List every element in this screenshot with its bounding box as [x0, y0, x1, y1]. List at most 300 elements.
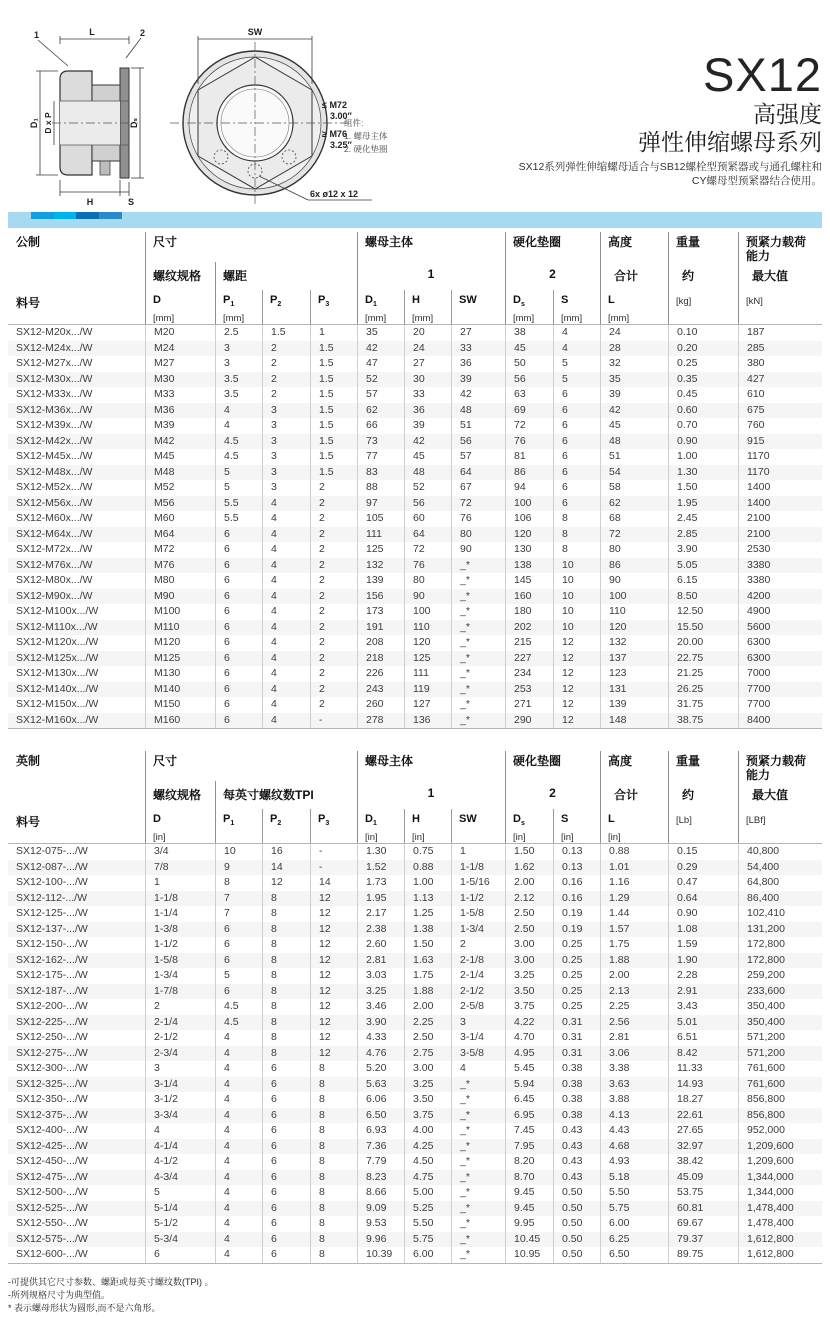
- component-legend: [344, 117, 387, 156]
- table-cell: 1.95: [668, 496, 738, 512]
- table-cell: _*: [451, 558, 505, 574]
- screw-note: 6x ø12 x 12: [310, 189, 359, 199]
- table-cell: 2: [310, 620, 357, 636]
- table-cell: 8.23: [357, 1170, 404, 1186]
- table-cell: _*: [451, 713, 505, 729]
- table-cell: _*: [451, 1123, 505, 1139]
- dim-SW-label: SW: [247, 27, 263, 37]
- group-nut-body: 螺母主体: [365, 754, 414, 768]
- col-Ds: $D_s$ [mm]: [513, 294, 535, 325]
- table-cell: 0.38: [553, 1108, 600, 1124]
- table-cell: _*: [451, 1185, 505, 1201]
- table-cell: 4-1/4: [145, 1139, 215, 1155]
- table-cell: 202: [505, 620, 553, 636]
- table-cell: 675: [738, 403, 822, 419]
- table-cell: 8: [215, 875, 262, 891]
- table-cell: 10.39: [357, 1247, 404, 1263]
- table-cell: M120: [145, 635, 215, 651]
- table-cell: 4-3/4: [145, 1170, 215, 1186]
- table-cell: SX12-075-.../W: [16, 845, 88, 857]
- table-cell: 4: [215, 1247, 262, 1263]
- table-cell: 16: [262, 844, 310, 860]
- table-cell: 3.88: [600, 1092, 668, 1108]
- table-cell: 3/4: [145, 844, 215, 860]
- footnote-line: * 表示螺母形状为圆形,而不是六角形。: [8, 1302, 161, 1313]
- table-cell: 1.75: [404, 968, 451, 984]
- table-cell: -: [310, 844, 357, 860]
- table-cell: 8: [310, 1201, 357, 1217]
- table-cell: 79.37: [668, 1232, 738, 1248]
- table-cell: 8: [310, 1123, 357, 1139]
- table-cell: 1-3/4: [451, 922, 505, 938]
- table-cell: M42: [145, 434, 215, 450]
- table-cell: 7/8: [145, 860, 215, 876]
- table-cell: 234: [505, 666, 553, 682]
- table-cell: 6: [215, 527, 262, 543]
- table-row: [8, 1030, 822, 1046]
- col-D: D [in]: [153, 813, 166, 844]
- table-cell: M60: [145, 511, 215, 527]
- table-cell: 8: [262, 1015, 310, 1031]
- table-cell: 2.60: [357, 937, 404, 953]
- table-cell: 0.64: [668, 891, 738, 907]
- table-cell: 3.75: [404, 1108, 451, 1124]
- table-cell: SX12-425-.../W: [16, 1139, 88, 1152]
- table-cell: 1,612,800: [738, 1232, 822, 1248]
- sub-thread-spec: 螺纹规格: [153, 269, 202, 283]
- table-cell: 35: [357, 325, 404, 341]
- table-cell: 5-1/4: [145, 1201, 215, 1217]
- table-cell: 5.94: [505, 1077, 553, 1093]
- table-cell: M27: [145, 356, 215, 372]
- table-cell: 24: [404, 341, 451, 357]
- table-cell: 1.57: [600, 922, 668, 938]
- table-cell: 290: [505, 713, 553, 729]
- table-cell: 2: [310, 697, 357, 713]
- table-cell: SX12-150-.../W: [16, 938, 88, 950]
- table-cell: 4: [215, 1201, 262, 1217]
- table-cell: 3.90: [668, 542, 738, 558]
- table-cell: 6.06: [357, 1092, 404, 1108]
- table-cell: 27.65: [668, 1123, 738, 1139]
- table-cell: 6: [215, 666, 262, 682]
- table-cell: 8.20: [505, 1154, 553, 1170]
- table-cell: SX12-M30x.../W: [16, 372, 93, 385]
- table-cell: 120: [600, 620, 668, 636]
- series-title: SX12: [703, 48, 822, 101]
- table-cell: 33: [404, 387, 451, 403]
- col-D1: $D_1$ [in]: [365, 813, 378, 844]
- table-cell: SX12-M45x.../W: [16, 450, 93, 462]
- table-cell: 6: [215, 651, 262, 667]
- table-cell: 86,400: [738, 891, 822, 907]
- table-cell: 52: [357, 372, 404, 388]
- table-cell: 6: [262, 1123, 310, 1139]
- table-cell: 2: [310, 527, 357, 543]
- table-row: [8, 906, 822, 922]
- table-cell: 48: [451, 403, 505, 419]
- table-cell: 5: [145, 1185, 215, 1201]
- table-cell: 0.38: [553, 1092, 600, 1108]
- table-cell: 0.25: [553, 984, 600, 1000]
- table-cell: 4: [262, 713, 310, 729]
- table-cell: 51: [600, 449, 668, 465]
- table-cell: 72: [404, 542, 451, 558]
- dim-L-label: L: [89, 27, 95, 37]
- table-cell: 1.08: [668, 922, 738, 938]
- table-row: [8, 999, 822, 1015]
- table-cell: 1-1/2: [145, 937, 215, 953]
- table-cell: 12: [310, 906, 357, 922]
- table-cell: 4: [262, 666, 310, 682]
- table-cell: 2: [145, 999, 215, 1015]
- table-cell: 1.01: [600, 860, 668, 876]
- table-cell: 2100: [738, 511, 822, 527]
- table-cell: SX12-175-.../W: [16, 969, 88, 981]
- table-cell: SX12-137-.../W: [16, 922, 88, 935]
- table-cell: SX12-M52x.../W: [16, 481, 93, 493]
- table-cell: 53.75: [668, 1185, 738, 1201]
- table-row: [8, 620, 822, 636]
- table-cell: 7.45: [505, 1123, 553, 1139]
- table-cell: SX12-M48x.../W: [16, 465, 93, 478]
- table-cell: 6: [262, 1092, 310, 1108]
- group-washer: 硬化垫圈: [513, 235, 562, 249]
- table-cell: 761,600: [738, 1077, 822, 1093]
- table-cell: _*: [451, 1216, 505, 1232]
- table-cell: 119: [404, 682, 451, 698]
- table-row: [8, 1154, 822, 1170]
- table-cell: 4: [215, 403, 262, 419]
- table-cell: 4: [145, 1123, 215, 1139]
- table-cell: 350,400: [738, 1015, 822, 1031]
- table-cell: 7.95: [505, 1139, 553, 1155]
- table-cell: 2.45: [668, 511, 738, 527]
- table-cell: 5-3/4: [145, 1232, 215, 1248]
- table-cell: 2-1/2: [145, 1030, 215, 1046]
- table-cell: 4: [262, 589, 310, 605]
- group-washer: 硬化垫圈: [513, 754, 562, 768]
- table-cell: 111: [357, 527, 404, 543]
- table-cell: 72: [505, 418, 553, 434]
- table-cell: 1.00: [404, 875, 451, 891]
- group-weight: 重量: [676, 754, 701, 768]
- table-cell: 6: [215, 542, 262, 558]
- table-cell: 3.03: [357, 968, 404, 984]
- table-cell: 0.90: [668, 906, 738, 922]
- table-cell: 0.25: [668, 356, 738, 372]
- table-cell: _*: [451, 1170, 505, 1186]
- table-cell: 1: [451, 844, 505, 860]
- table-cell: 5: [553, 372, 600, 388]
- table-cell: 9: [215, 860, 262, 876]
- table-cell: 125: [357, 542, 404, 558]
- table-cell: 111: [404, 666, 451, 682]
- table-cell: 39: [451, 372, 505, 388]
- legend-title: 组件:: [344, 118, 364, 128]
- table-cell: 131: [600, 682, 668, 698]
- table-cell: 3.25: [357, 984, 404, 1000]
- table-cell: 28: [600, 341, 668, 357]
- table-cell: 3: [215, 356, 262, 372]
- table-cell: 1.73: [357, 875, 404, 891]
- table-cell: 90: [600, 573, 668, 589]
- table-cell: M52: [145, 480, 215, 496]
- table-cell: 47: [357, 356, 404, 372]
- table-cell: M76: [145, 558, 215, 574]
- table-cell: 83: [357, 465, 404, 481]
- table-cell: 0.60: [668, 403, 738, 419]
- table-cell: SX12-M160x.../W: [16, 713, 99, 726]
- table-cell: SX12-600-.../W: [16, 1248, 88, 1260]
- group-preload: 预紧力载荷 能力: [746, 754, 807, 782]
- table-cell: 21.25: [668, 666, 738, 682]
- table-row: [8, 542, 822, 558]
- table-cell: 1.59: [668, 937, 738, 953]
- table-cell: M72: [145, 542, 215, 558]
- table-cell: 2: [310, 558, 357, 574]
- table-cell: 2.00: [505, 875, 553, 891]
- table-cell: _*: [451, 604, 505, 620]
- group-size: 尺寸: [153, 235, 178, 249]
- table-cell: 2.50: [505, 922, 553, 938]
- table-cell: 2: [310, 682, 357, 698]
- table-cell: 56: [404, 496, 451, 512]
- table-row: [8, 666, 822, 682]
- table-cell: 8: [262, 906, 310, 922]
- table-cell: 1-5/16: [451, 875, 505, 891]
- table-cell: 106: [505, 511, 553, 527]
- table-cell: 0.38: [553, 1077, 600, 1093]
- table-cell: M160: [145, 713, 215, 729]
- table-cell: 1.13: [404, 891, 451, 907]
- table-cell: 11.33: [668, 1061, 738, 1077]
- table-cell: 1.62: [505, 860, 553, 876]
- table-cell: 100: [505, 496, 553, 512]
- table-cell: 10: [553, 589, 600, 605]
- table-cell: 0.47: [668, 875, 738, 891]
- col-H: H [in]: [412, 813, 425, 844]
- table-cell: 8: [262, 922, 310, 938]
- table-cell: 0.88: [404, 860, 451, 876]
- table-cell: M90: [145, 589, 215, 605]
- table-cell: 2: [310, 542, 357, 558]
- table-cell: 6: [262, 1247, 310, 1263]
- table-cell: 6.45: [505, 1092, 553, 1108]
- table-cell: 36: [404, 403, 451, 419]
- table-row: [8, 1232, 822, 1248]
- table-cell: 4: [553, 325, 600, 341]
- table-cell: 0.29: [668, 860, 738, 876]
- dim-D1-label: D₁: [29, 117, 39, 129]
- table-cell: 4: [262, 635, 310, 651]
- title-block: [519, 50, 822, 188]
- table-cell: 10: [553, 573, 600, 589]
- table-cell: 60.81: [668, 1201, 738, 1217]
- table-cell: _*: [451, 1154, 505, 1170]
- table-cell: 6: [215, 953, 262, 969]
- table-row: [8, 635, 822, 651]
- table-cell: 6.00: [404, 1247, 451, 1263]
- table-cell: 1-5/8: [451, 906, 505, 922]
- table-cell: 8: [262, 891, 310, 907]
- table-cell: 8.70: [505, 1170, 553, 1186]
- table-cell: 0.50: [553, 1232, 600, 1248]
- sub-thread-spec: 螺纹规格: [153, 788, 202, 802]
- table-cell: SX12-M36x.../W: [16, 403, 93, 416]
- table-cell: 8: [310, 1216, 357, 1232]
- region-label: 公制: [16, 235, 41, 249]
- table-cell: 73: [357, 434, 404, 450]
- table-cell: 243: [357, 682, 404, 698]
- table-cell: 4200: [738, 589, 822, 605]
- table-cell: 35: [600, 372, 668, 388]
- table-cell: 8: [262, 999, 310, 1015]
- col-kg: [kg]: [676, 296, 692, 307]
- table-cell: 110: [404, 620, 451, 636]
- table-row: [8, 875, 822, 891]
- table-cell: 6: [145, 1247, 215, 1263]
- table-cell: 6: [215, 589, 262, 605]
- table-cell: 5.25: [404, 1201, 451, 1217]
- page-header: [0, 0, 830, 212]
- table-cell: 7700: [738, 682, 822, 698]
- table-cell: 12: [310, 1046, 357, 1062]
- table-cell: 80: [451, 527, 505, 543]
- table-cell: 3: [451, 1015, 505, 1031]
- table-cell: 12: [553, 697, 600, 713]
- table-cell: M33: [145, 387, 215, 403]
- table-cell: 172,800: [738, 953, 822, 969]
- table-cell: 4: [215, 1046, 262, 1062]
- table-cell: SX12-M56x.../W: [16, 496, 93, 509]
- table-cell: M39: [145, 418, 215, 434]
- table-cell: SX12-M64x.../W: [16, 527, 93, 540]
- table-cell: 39: [600, 387, 668, 403]
- table-cell: 125: [404, 651, 451, 667]
- table-cell: 0.31: [553, 1030, 600, 1046]
- table-row: [8, 356, 822, 372]
- table-cell: 1.50: [505, 844, 553, 860]
- sub-nut-ref: 1: [427, 267, 435, 281]
- table-cell: 77: [357, 449, 404, 465]
- table-cell: 3: [215, 341, 262, 357]
- table-row: [8, 449, 822, 465]
- table-cell: 27: [404, 356, 451, 372]
- table-cell: 260: [357, 697, 404, 713]
- table-cell: SX12-350-.../W: [16, 1093, 88, 1105]
- table-cell: 69: [505, 403, 553, 419]
- table-cell: 6: [553, 418, 600, 434]
- table-cell: 1.88: [600, 953, 668, 969]
- table-cell: 4: [262, 527, 310, 543]
- table-cell: 12: [553, 713, 600, 729]
- table-cell: 6: [215, 635, 262, 651]
- table-cell: SX12-M100x.../W: [16, 605, 99, 617]
- table-cell: M100: [145, 604, 215, 620]
- sub-max: 最大值: [752, 788, 789, 802]
- table-cell: M140: [145, 682, 215, 698]
- table-cell: 76: [451, 511, 505, 527]
- table-cell: 1: [310, 325, 357, 341]
- table-cell: 1.5: [262, 325, 310, 341]
- table-cell: M45: [145, 449, 215, 465]
- table-cell: 51: [451, 418, 505, 434]
- table-cell: 6.50: [357, 1108, 404, 1124]
- table-cell: 6: [262, 1232, 310, 1248]
- table-cell: 2.38: [357, 922, 404, 938]
- table-cell: 2.75: [404, 1046, 451, 1062]
- table-row: [8, 1046, 822, 1062]
- table-cell: 33: [451, 341, 505, 357]
- table-cell: 12: [553, 666, 600, 682]
- accent-bars: [8, 212, 822, 228]
- table-cell: 0.45: [668, 387, 738, 403]
- table-cell: 4: [215, 1077, 262, 1093]
- table-cell: 2.85: [668, 527, 738, 543]
- table-cell: 64,800: [738, 875, 822, 891]
- table-cell: 1,478,400: [738, 1201, 822, 1217]
- table-cell: 12.50: [668, 604, 738, 620]
- sub-tpi: 每英寸螺纹数TPI: [223, 788, 314, 802]
- table-cell: 2: [310, 666, 357, 682]
- table-cell: 62: [357, 403, 404, 419]
- table-cell: 4.5: [215, 999, 262, 1015]
- table-cell: 45: [600, 418, 668, 434]
- table-cell: 12: [310, 953, 357, 969]
- table-cell: 8400: [738, 713, 822, 729]
- table-cell: 1.5: [310, 449, 357, 465]
- table-cell: 3.75: [505, 999, 553, 1015]
- col-partno: 料号: [16, 815, 41, 829]
- table-cell: 1.50: [404, 937, 451, 953]
- table-cell: 8.50: [668, 589, 738, 605]
- table-cell: 6: [215, 573, 262, 589]
- table-cell: 1-3/8: [145, 922, 215, 938]
- col-P2: $P_2$: [270, 294, 282, 309]
- table-cell: 3: [262, 434, 310, 450]
- table-cell: _*: [451, 1247, 505, 1263]
- table-cell: 2-3/4: [145, 1046, 215, 1062]
- table-cell: 4: [215, 418, 262, 434]
- table-cell: 760: [738, 418, 822, 434]
- table-cell: 4.95: [505, 1046, 553, 1062]
- table-cell: 2.00: [600, 968, 668, 984]
- col-Lb: [Lb]: [676, 815, 692, 826]
- table-cell: 56: [505, 372, 553, 388]
- table-cell: 10.95: [505, 1247, 553, 1263]
- table-cell: 1.5: [310, 403, 357, 419]
- table-cell: 1,612,800: [738, 1247, 822, 1263]
- table-cell: 4: [553, 341, 600, 357]
- table-cell: 5.5: [215, 511, 262, 527]
- table-cell: 90: [404, 589, 451, 605]
- table-cell: 20: [404, 325, 451, 341]
- table-cell: 1,478,400: [738, 1216, 822, 1232]
- table-cell: 173: [357, 604, 404, 620]
- table-cell: 1.90: [668, 953, 738, 969]
- table-cell: 12: [310, 968, 357, 984]
- table-cell: 10: [553, 620, 600, 636]
- table-cell: 2-1/4: [145, 1015, 215, 1031]
- sub-washer-ref: 2: [549, 267, 556, 281]
- table-cell: SX12-M150x.../W: [16, 698, 99, 710]
- table-cell: 1.25: [404, 906, 451, 922]
- table-cell: 0.70: [668, 418, 738, 434]
- legend-item-nut-body: 1. 螺母主体: [344, 131, 388, 141]
- table-cell: 8: [262, 984, 310, 1000]
- table-cell: 4: [215, 1154, 262, 1170]
